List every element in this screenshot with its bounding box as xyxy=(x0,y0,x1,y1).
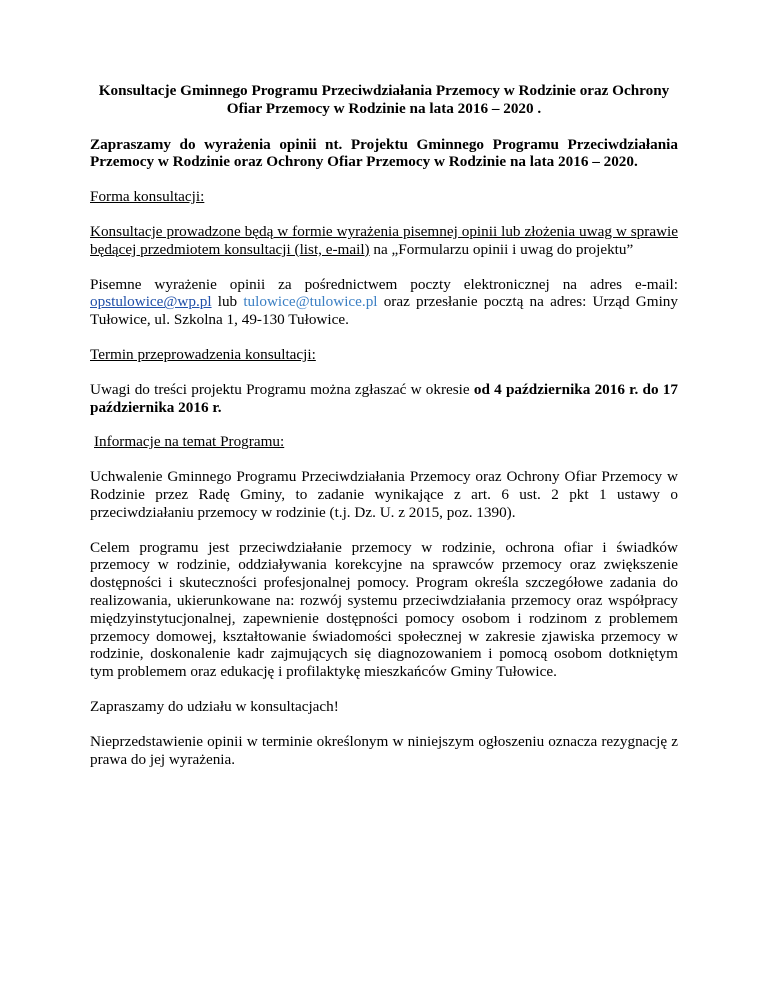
info-heading-text: Informacje na temat Programu: xyxy=(94,433,285,451)
term-text: Uwagi do treści projektu Programu można zgłaszać w okresie xyxy=(90,380,474,398)
info-heading xyxy=(90,433,678,451)
closing-note: Nieprzedstawienie opinii w terminie określonym w niniejszym ogłoszeniu oznacza rezygnację z prawa do jej wyrażenia. xyxy=(90,732,678,768)
email-link-ops[interactable]: opstulowice@wp.pl xyxy=(90,293,212,311)
email-paragraph xyxy=(90,276,678,329)
term-dates: od 4 października 2016 r. do 17 października 2016 r. xyxy=(90,380,678,416)
form-heading xyxy=(90,188,678,206)
closing-invite: Zapraszamy do udziału w konsultacjach! xyxy=(90,697,339,715)
term-paragraph xyxy=(90,381,678,417)
info-paragraph-1: Uchwalenie Gminnego Programu Przeciwdziałania Przemocy oraz Ochrony Ofiar Przemocy w Rodzinie przez Radę Gminy, to zadanie wynikające z art. 6 ust. 2 pkt 1 ustawy o przeciwdziałaniu przemocy w rodzinie (t.j. Dz. U. z 2015, poz. 1390). xyxy=(90,468,678,521)
email-text-after: oraz przesłanie pocztą na adres: Urząd Gminy Tułowice, ul. Szkolna 1, 49-130 Tułowice. xyxy=(90,293,678,329)
info-paragraph-2: Celem programu jest przeciwdziałanie przemocy w rodzinie, ochrona ofiar i świadków przemocy w rodzinie, oddziaływania korekcyjne na sprawców przemocy oraz zwiększenie dostępności i skuteczności profesjonalnej pomocy. Program określa szczegółowe zadania do realizowania, ukierunkowane na: rozwój systemu przeciwdziałania przemocy oraz współpracy międzyinstytucjonalnej, zapewnienie dostępności pomocy osobom i rodzinom z problemem przemocy domowej, kształtowanie świadomości społecznej w zakresie zjawiska przemocy w rodzinie, doskonalenie kadr zajmujących się diagnozowaniem i pomocą osobom dotkniętym tym problemem oraz edukację i profilaktykę mieszkańców Gminy Tułowice. xyxy=(90,538,678,681)
email-between: lub xyxy=(211,293,244,311)
document-title: Konsultacje Gminnego Programu Przeciwdziałania Przemocy w Rodzinie oraz Ochrony Ofiar Przemocy w Rodzinie na lata 2016 – 2020 . xyxy=(98,82,670,117)
form-text-rest: na „Formularzu opinii i uwag do projektu” xyxy=(369,240,634,258)
email-text-before: Pisemne wyrażenie opinii za pośrednictwem poczty elektronicznej na adres e-mail: xyxy=(90,275,678,293)
email-link-gmina[interactable]: tulowice@tulowice.pl xyxy=(243,293,378,311)
term-heading-text: Termin przeprowadzenia konsultacji: xyxy=(90,345,316,363)
invitation-paragraph: Zapraszamy do wyrażenia opinii nt. Projektu Gminnego Programu Przeciwdziałania Przemocy w Rodzinie oraz Ochrony Ofiar Przemocy w Rodzinie na lata 2016 – 2020. xyxy=(90,135,678,171)
term-heading xyxy=(90,346,678,364)
form-heading-text: Forma konsultacji: xyxy=(90,188,205,206)
form-text-underlined: Konsultacje prowadzone będą w formie wyrażenia pisemnej opinii lub złożenia uwag w sprawie będącej przedmiotem konsultacji (list, e-mail) xyxy=(90,222,678,258)
form-paragraph xyxy=(90,223,678,259)
